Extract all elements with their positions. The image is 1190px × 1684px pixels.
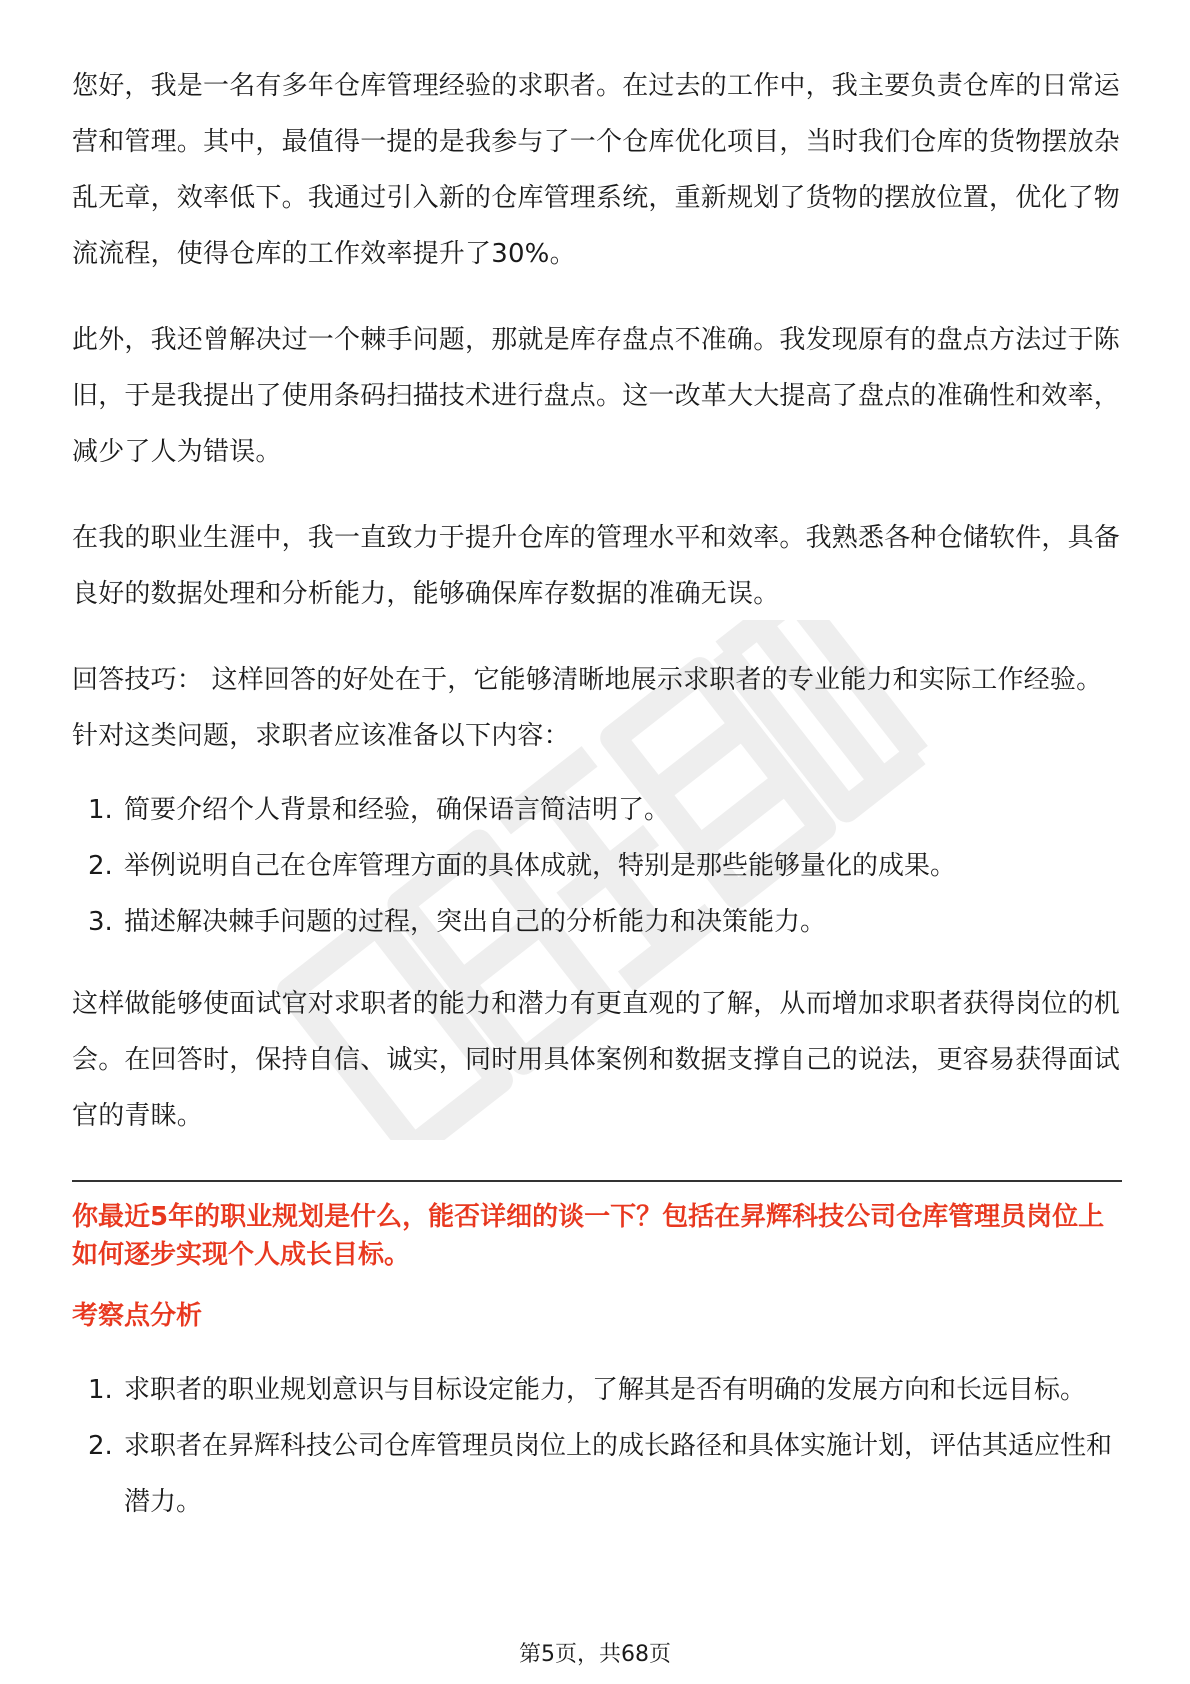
page-content bbox=[72, 58, 1122, 1530]
list-item-text: 简要介绍个人背景和经验，确保语言简洁明了。 bbox=[124, 795, 671, 825]
list-item bbox=[72, 894, 1122, 950]
list-item bbox=[72, 1362, 1122, 1418]
page-footer: 第5页，共68页 bbox=[519, 1642, 671, 1667]
list-item bbox=[72, 782, 1122, 838]
tips-list bbox=[72, 782, 1122, 950]
list-item bbox=[72, 1418, 1122, 1530]
answer-paragraph-1: 您好，我是一名有多年仓库管理经验的求职者。在过去的工作中，我主要负责仓库的日常运营和管理。其中，最值得一提的是我参与了一个仓库优化项目，当时我们仓库的货物摆放杂乱无章，效率低下。我通过引入新的仓库管理系统，重新规划了货物的摆放位置，优化了物流流程，使得仓库的工作效率提升了30%。 bbox=[72, 71, 1121, 269]
list-number: 2. bbox=[88, 1431, 113, 1461]
list-item bbox=[72, 838, 1122, 894]
list-item-text: 举例说明自己在仓库管理方面的具体成就，特别是那些能够量化的成果。 bbox=[124, 851, 957, 881]
interview-question: 你最近5年的职业规划是什么，能否详细的谈一下？包括在昇辉科技公司仓库管理员岗位上如何逐步实现个人成长目标。 bbox=[72, 1202, 1105, 1270]
answer-paragraph-3: 在我的职业生涯中，我一直致力于提升仓库的管理水平和效率。我熟悉各种仓储软件，具备良好的数据处理和分析能力，能够确保库存数据的准确无误。 bbox=[72, 523, 1121, 609]
list-item-text: 求职者的职业规划意识与目标设定能力，了解其是否有明确的发展方向和长远目标。 bbox=[124, 1375, 1087, 1405]
closing-paragraph: 这样做能够使面试官对求职者的能力和潜力有更直观的了解，从而增加求职者获得岗位的机会。在回答时，保持自信、诚实，同时用具体案例和数据支撑自己的说法，更容易获得面试官的青睐。 bbox=[72, 989, 1121, 1131]
analysis-list bbox=[72, 1362, 1122, 1530]
list-item-text: 描述解决棘手问题的过程，突出自己的分析能力和决策能力。 bbox=[124, 907, 827, 937]
list-number: 3. bbox=[88, 907, 113, 937]
answer-paragraph-2: 此外，我还曾解决过一个棘手问题，那就是库存盘点不准确。我发现原有的盘点方法过于陈旧，于是我提出了使用条码扫描技术进行盘点。这一改革大大提高了盘点的准确性和效率，减少了人为错误。 bbox=[72, 325, 1121, 467]
tips-paragraph: 回答技巧： 这样回答的好处在于，它能够清晰地展示求职者的专业能力和实际工作经验。针对这类问题，求职者应该准备以下内容： bbox=[72, 665, 1103, 751]
analysis-heading: 考察点分析 bbox=[72, 1301, 203, 1331]
list-number: 1. bbox=[88, 795, 113, 825]
list-number: 2. bbox=[88, 851, 113, 881]
list-item-text: 求职者在昇辉科技公司仓库管理员岗位上的成长路径和具体实施计划，评估其适应性和潜力。 bbox=[124, 1431, 1113, 1517]
list-number: 1. bbox=[88, 1375, 113, 1405]
